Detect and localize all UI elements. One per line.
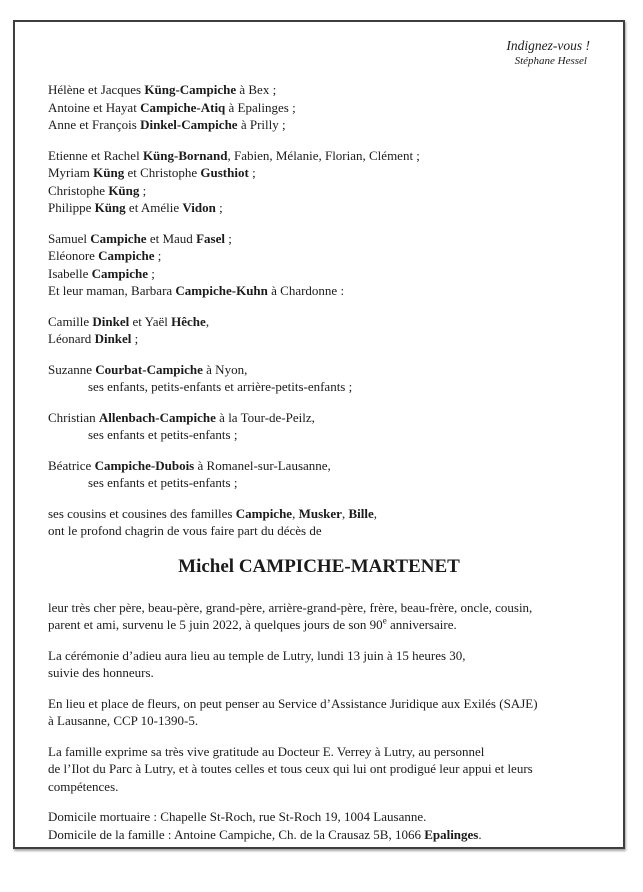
epigraph-quote: Indignez-vous ! [506, 38, 590, 53]
announcement-intro [48, 505, 590, 540]
emphasized-name: Campiche-Dubois [94, 457, 195, 473]
death-details-paragraph [48, 599, 590, 634]
text-segment: ses enfants et petits-enfants ; [88, 427, 238, 442]
emphasized-name: Dinkel [94, 331, 132, 346]
text-segment: Hélène et Jacques [48, 82, 145, 97]
family-group-grandchildren-kung [48, 147, 590, 217]
text-line [48, 826, 590, 844]
text-line [48, 147, 590, 165]
text-line [48, 378, 590, 396]
text-segment: Christophe [48, 182, 109, 198]
text-segment: et Maud [146, 230, 197, 246]
deceased-name-title [48, 555, 590, 578]
text-segment: Léonard [48, 331, 95, 346]
family-group-brother-christian [48, 409, 590, 444]
text-line [48, 505, 590, 523]
gratitude-paragraph [48, 743, 590, 796]
text-segment: Béatrice [48, 457, 95, 473]
text-segment: La famille exprime sa très vive gratitude au Docteur E. Verrey à Lutry, au personnel [48, 743, 485, 759]
text-segment: à Lausanne, CCP 10-1390-5. [48, 713, 199, 728]
family-group-sister-suzanne [48, 361, 590, 396]
text-segment: à Nyon, [202, 361, 248, 377]
text-segment: , [205, 313, 210, 329]
emphasized-name: Epalinges [424, 826, 479, 842]
text-segment: , [341, 505, 349, 521]
text-segment: Isabelle [48, 265, 92, 281]
text-line [48, 599, 590, 617]
text-line [48, 760, 590, 778]
text-segment: ; [224, 230, 232, 246]
text-line [48, 808, 590, 826]
text-segment: ses cousins et cousines des familles [48, 505, 236, 521]
text-segment: Philippe [48, 200, 95, 215]
emphasized-name: Campiche [235, 505, 293, 521]
family-group-grandchildren-dinkel [48, 313, 590, 348]
text-line [48, 116, 590, 134]
text-segment: Christian [48, 409, 99, 425]
text-line [48, 282, 590, 300]
text-segment: Et leur maman, Barbara [48, 283, 176, 298]
text-segment: à la Tour-de-Peilz, [215, 409, 315, 425]
text-line [48, 182, 590, 200]
text-line [48, 778, 590, 796]
family-group-grandchildren-campiche [48, 230, 590, 300]
text-segment: leur très cher père, beau-père, grand-père, arrière-grand-père, frère, beau-frère, oncle, cousin, [48, 599, 533, 615]
emphasized-name: Küng [108, 182, 140, 198]
emphasized-name: Musker [298, 505, 342, 521]
family-group-children-1 [48, 81, 590, 134]
text-segment: ; [154, 248, 162, 263]
text-segment: Etienne et Rachel [48, 147, 143, 163]
text-line [48, 230, 590, 248]
text-line [48, 712, 590, 730]
emphasized-name: Vidon [182, 200, 216, 215]
obituary-page [13, 20, 625, 849]
ceremony-paragraph [48, 647, 590, 682]
emphasized-name: Küng [93, 165, 125, 180]
text-segment: suivie des honneurs. [48, 665, 154, 680]
text-line [48, 555, 590, 578]
text-segment: et Yaël [129, 313, 172, 329]
text-line [48, 330, 590, 348]
text-segment: Domicile mortuaire : Chapelle St-Roch, rue St-Roch 19, 1004 Lausanne. [48, 809, 427, 824]
emphasized-name: Courbat-Campiche [95, 361, 203, 377]
text-line [48, 616, 590, 634]
text-line [48, 247, 590, 265]
text-segment: et Amélie [125, 200, 183, 215]
emphasized-name: Michel CAMPICHE-MARTENET [178, 555, 460, 577]
emphasized-name: Allenbach-Campiche [98, 409, 216, 425]
emphasized-name: Bille [348, 505, 374, 521]
emphasized-name: Campiche-Atiq [140, 99, 226, 115]
text-segment: à Epalinges ; [225, 99, 296, 115]
domicile-paragraph [48, 808, 590, 843]
text-segment: Suzanne [48, 361, 96, 377]
emphasized-name: Küng [94, 200, 126, 215]
text-line [48, 474, 590, 492]
text-segment: à Prilly ; [237, 117, 286, 132]
emphasized-name: Campiche [91, 265, 149, 281]
text-segment: à Romanel-sur-Lausanne, [194, 457, 331, 473]
text-line [48, 695, 590, 713]
text-segment: La cérémonie d’adieu aura lieu au temple de Lutry, lundi 13 juin à 15 heures 30, [48, 647, 466, 663]
text-segment: à Bex ; [236, 82, 277, 97]
text-line [48, 522, 590, 540]
epigraph-author: Stéphane Hessel [514, 55, 587, 67]
emphasized-name: Campiche [90, 230, 147, 246]
text-segment: , [292, 505, 299, 521]
text-segment: Domicile de la famille : Antoine Campiche, Ch. de la Crausaz 5B, 1066 [48, 826, 425, 842]
text-line [48, 361, 590, 379]
ordinal-superscript: e [382, 615, 387, 626]
text-line [48, 99, 590, 117]
text-line [48, 457, 590, 475]
emphasized-name: Hêche [171, 313, 206, 329]
text-segment: ; [148, 265, 155, 281]
emphasized-name: Dinkel [92, 313, 130, 329]
text-segment: , Fabien, Mélanie, Florian, Clément ; [227, 147, 420, 163]
text-segment: Antoine et Hayat [48, 99, 141, 115]
emphasized-name: Küng-Bornand [142, 147, 228, 163]
text-segment: ; [139, 182, 147, 198]
epigraph [48, 37, 590, 68]
text-line [48, 265, 590, 283]
text-line [48, 409, 590, 427]
emphasized-name: Campiche-Kuhn [175, 283, 268, 298]
text-line [48, 426, 590, 444]
emphasized-name: Dinkel-Campiche [140, 117, 238, 132]
announcement-body [48, 81, 590, 843]
text-line [48, 81, 590, 99]
text-segment: compétences. [48, 778, 119, 794]
text-segment: et Christophe [124, 165, 201, 180]
text-segment: anniversaire. [386, 617, 457, 632]
text-segment: Anne et François [48, 117, 141, 132]
text-segment: à Chardonne : [267, 283, 345, 298]
text-segment: ses enfants et petits-enfants ; [88, 475, 238, 490]
text-line [48, 664, 590, 682]
text-line [48, 743, 590, 761]
text-segment: de l’Ilot du Parc à Lutry, et à toutes celles et tous ceux qui lui ont prodigué leur appui et leurs [48, 761, 533, 776]
text-line [48, 313, 590, 331]
text-segment: ; [248, 165, 256, 180]
text-line [48, 199, 590, 217]
text-segment: En lieu et place de fleurs, on peut penser au Service d’Assistance Juridique aux Exilés (SAJE) [48, 695, 538, 711]
text-segment: ont le profond chagrin de vous faire part du décès de [48, 523, 322, 538]
text-segment: ; [131, 331, 139, 346]
text-segment: Eléonore [48, 248, 99, 263]
emphasized-name: Küng-Campiche [144, 82, 237, 97]
text-segment: , [373, 505, 377, 521]
text-segment: . [478, 826, 482, 842]
text-segment: ; [215, 200, 223, 215]
emphasized-name: Campiche [98, 248, 155, 263]
text-segment: Myriam [48, 165, 94, 180]
text-segment: parent et ami, survenu le 5 juin 2022, à quelques jours de son 90 [48, 617, 383, 632]
family-group-sister-beatrice [48, 457, 590, 492]
text-line [48, 164, 590, 182]
text-line [48, 647, 590, 665]
emphasized-name: Fasel [196, 230, 225, 246]
text-segment: Camille [48, 313, 93, 329]
text-segment: ses enfants, petits-enfants et arrière-petits-enfants ; [88, 379, 353, 394]
text-segment: Samuel [48, 230, 91, 246]
donation-paragraph [48, 695, 590, 730]
emphasized-name: Gusthiot [200, 165, 249, 180]
